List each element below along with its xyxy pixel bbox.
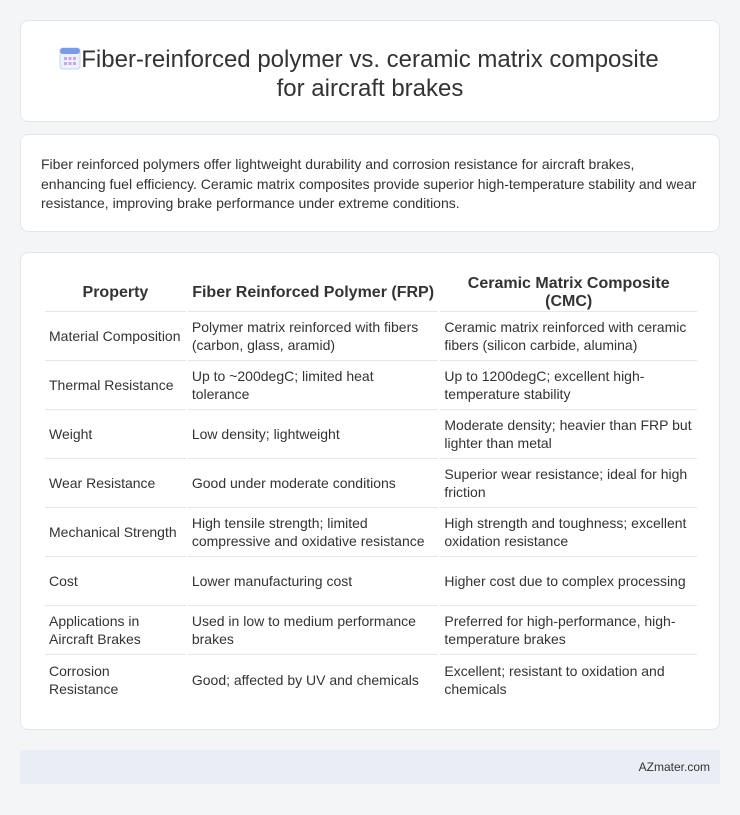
cell-cmc: Up to 1200degC; excellent high-temperature stability (440, 361, 697, 410)
cell-frp: Good under moderate conditions (188, 459, 439, 508)
cell-frp: High tensile strength; limited compressive and oxidative resistance (188, 508, 439, 557)
cell-frp: Used in low to medium performance brakes (188, 606, 439, 655)
footer-brand[interactable]: AZmater.com (638, 760, 710, 774)
cell-property: Weight (45, 410, 186, 459)
table-header-row (45, 275, 697, 312)
title-card (20, 20, 720, 122)
page-title: Fiber-reinforced polymer vs. ceramic matrix composite for aircraft brakes (81, 46, 659, 102)
cell-cmc: Ceramic matrix reinforced with ceramic fibers (silicon carbide, alumina) (440, 312, 697, 361)
cell-frp: Polymer matrix reinforced with fibers (carbon, glass, aramid) (188, 312, 439, 361)
cell-property: Applications in Aircraft Brakes (45, 606, 186, 655)
header-cmc: Ceramic Matrix Composite (CMC) (440, 275, 697, 312)
cell-frp: Good; affected by UV and chemicals (191, 671, 419, 688)
cell-cmc: Moderate density; heavier than FRP but lighter than metal (440, 410, 697, 459)
intro-card (20, 134, 720, 232)
cell-property: Thermal Resistance (45, 361, 186, 410)
cell-frp: Lower manufacturing cost (188, 557, 439, 606)
cell-property: Wear Resistance (45, 459, 186, 508)
footer-bar (20, 750, 720, 784)
intro-paragraph: Fiber reinforced polymers offer lightweight durability and corrosion resistance for aircraft brakes, enhancing fuel efficiency. Ceramic matrix composites provide superior high-temperature stability and wear resistance, improving brake performance under extreme conditions. (41, 156, 697, 211)
comparison-card (20, 252, 720, 730)
comparison-table (43, 275, 699, 704)
cell-cmc: Preferred for high-performance, high-temperature brakes (440, 606, 697, 655)
table-row (45, 508, 697, 557)
table-row (45, 361, 697, 410)
cell-property: Cost (45, 557, 186, 606)
cell-frp: Up to ~200degC; limited heat tolerance (188, 361, 439, 410)
table-row (45, 410, 697, 459)
table-row (45, 459, 697, 508)
cell-property: Material Composition (45, 312, 186, 361)
cell-cmc: Excellent; resistant to oxidation and chemicals (444, 662, 665, 697)
table-row (45, 606, 697, 655)
table-row (45, 557, 697, 606)
header-frp: Fiber Reinforced Polymer (FRP) (188, 275, 439, 312)
cell-cmc: Superior wear resistance; ideal for high friction (440, 459, 697, 508)
table-row (45, 655, 697, 704)
cell-property: Mechanical Strength (45, 508, 186, 557)
cell-frp: Low density; lightweight (188, 410, 439, 459)
cell-property: Corrosion Resistance (49, 662, 119, 697)
cell-cmc: High strength and toughness; excellent oxidation resistance (440, 508, 697, 557)
table-row (45, 312, 697, 361)
cell-cmc: Higher cost due to complex processing (440, 557, 697, 606)
header-property: Property (45, 275, 186, 312)
